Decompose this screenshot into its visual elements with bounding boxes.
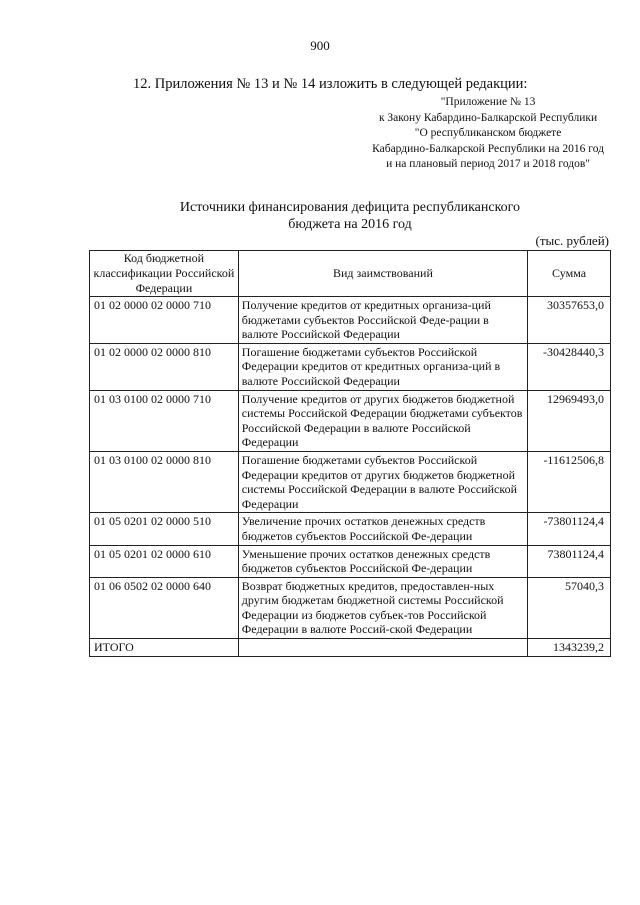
row-description: Погашение бюджетами субъектов Российской Федерации кредитов от кредитных организа-ций в валюте Российской Федерации [238,343,527,390]
row-code: 01 05 0201 02 0000 610 [90,545,239,577]
row-sum: 30357653,0 [528,297,611,344]
table-row [90,390,611,451]
row-description: Возврат бюджетных кредитов, предоставлен-ных другим бюджетам бюджетной системы Российской Федерации из бюджетов субъек-тов Российской Федерации в валюте Россий-ской Федерации [238,577,527,638]
row-sum: 12969493,0 [528,390,611,451]
row-code: 01 03 0100 02 0000 710 [90,390,239,451]
header-code: Код бюджетной классификации Российской Федерации [90,251,239,297]
page-number: 900 [310,38,330,53]
table-row [90,513,611,545]
total-sum: 1343239,2 [528,639,611,657]
item-heading: 12. Приложения № 13 и № 14 изложить в следующей редакции: [133,76,528,92]
table-row [90,451,611,512]
table-row [90,343,611,390]
row-description: Уменьшение прочих остатков денежных средств бюджетов субъектов Российской Фе-дерации [238,545,527,577]
appendix-line: к Закону Кабардино-Балкарской Республики [378,111,598,124]
header-type: Вид заимствований [238,251,527,297]
row-sum: -30428440,3 [528,343,611,390]
total-label: ИТОГО [90,639,239,657]
appendix-line: и на плановый период 2017 и 2018 годов" [386,158,590,170]
appendix-line: "О республиканском бюджете [414,127,562,139]
row-code: 01 02 0000 02 0000 710 [90,297,239,344]
table-title-line: Источники финансирования дефицита республиканского [179,200,521,215]
header-sum: Сумма [528,251,611,297]
table-total-row [90,639,611,657]
row-code: 01 06 0502 02 0000 640 [90,577,239,638]
row-description: Получение кредитов от других бюджетов бюджетной системы Российской Федерации бюджетами субъектов Российской Федерации в валюте Российской Федерации [238,390,527,451]
table-title-line: бюджета на 2016 год [288,217,412,232]
row-code: 01 02 0000 02 0000 810 [90,343,239,390]
units-label: (тыс. рублей) [535,233,609,248]
row-description: Увеличение прочих остатков денежных средств бюджетов субъектов Российской Фе-дерации [238,513,527,545]
table-title [0,199,640,233]
table-row [90,577,611,638]
financing-sources-table [89,250,611,657]
row-description: Получение кредитов от кредитных организа-ций бюджетами субъектов Российской Феде-рации в валюте Российской Федерации [238,297,527,344]
total-description [238,639,527,657]
appendix-line: "Приложение № 13 [440,96,536,108]
appendix-line: Кабардино-Балкарской Республики на 2016 год [372,142,604,155]
row-sum: 57040,3 [528,577,611,638]
appendix-reference [372,95,604,173]
row-sum: 73801124,4 [528,545,611,577]
table-row [90,297,611,344]
table-row [90,545,611,577]
table-header-row [90,251,611,297]
row-description: Погашение бюджетами субъектов Российской Федерации кредитов от других бюджетов бюджетной системы Российской Федерации в валюте Российской Федерации [238,451,527,512]
row-sum: -11612506,8 [528,451,611,512]
row-code: 01 03 0100 02 0000 810 [90,451,239,512]
row-sum: -73801124,4 [528,513,611,545]
row-code: 01 05 0201 02 0000 510 [90,513,239,545]
